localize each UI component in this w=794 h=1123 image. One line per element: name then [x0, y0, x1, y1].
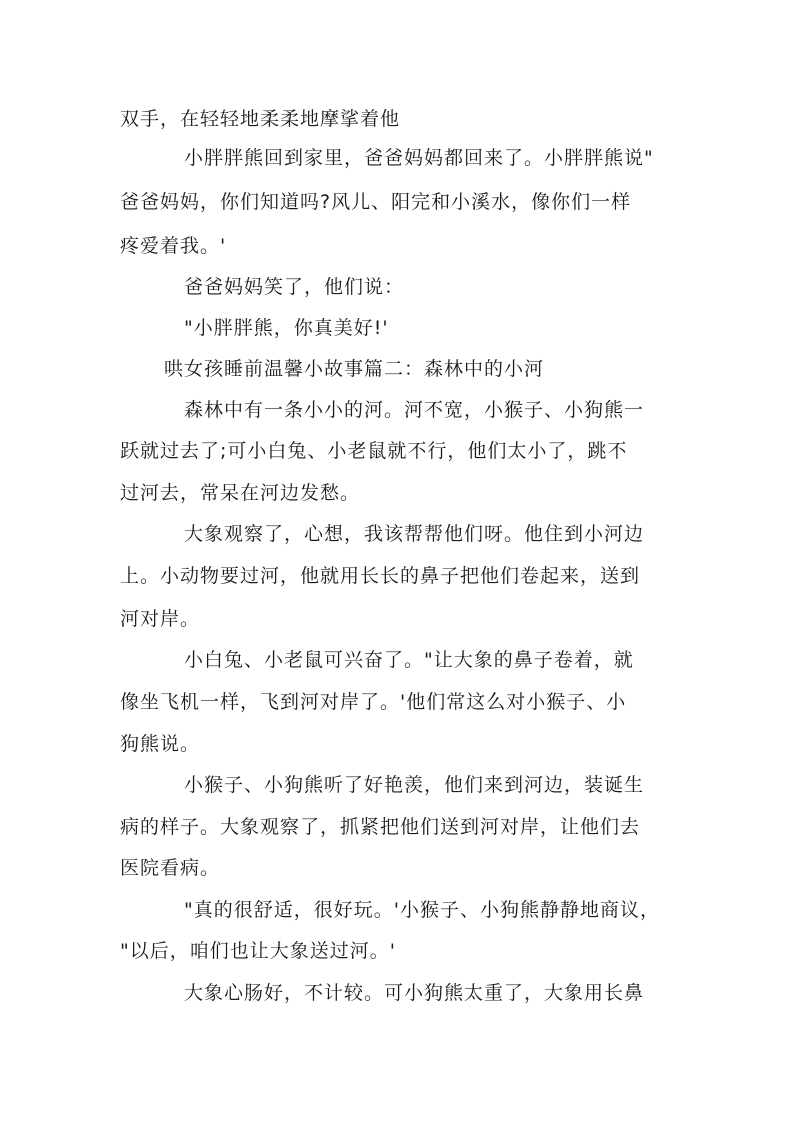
text-line: 跃就过去了;可小白兔、小老鼠就不行，他们太小了，跳不 — [120, 440, 628, 462]
text-line: 小猴子、小狗熊听了好艳羡，他们来到河边，装诞生 — [184, 774, 645, 796]
text-line: "以后，咱们也让大象送过河。' — [120, 940, 396, 962]
text-line: 大象心肠好，不计较。可小狗熊太重了，大象用长鼻 — [184, 982, 645, 1004]
text-line: 医院看病。 — [120, 857, 221, 879]
text-line: 疼爱着我。' — [120, 235, 227, 257]
text-line: 上。小动物要过河，他就用长长的鼻子把他们卷起来，送到 — [120, 565, 641, 587]
section-heading: 哄女孩睡前温馨小故事篇二：森林中的小河 — [164, 358, 545, 380]
text-line: 爸爸妈妈，你们知道吗?风儿、阳完和小溪水，像你们一样 — [120, 191, 632, 213]
text-line: 病的样子。大象观察了，抓紧把他们送到河对岸，让他们去 — [120, 816, 641, 838]
text-line: 小胖胖熊回到家里，爸爸妈妈都回来了。小胖胖熊说" — [184, 147, 654, 169]
text-line: 爸爸妈妈笑了，他们说： — [184, 276, 405, 298]
text-line: "小胖胖熊，你真美好!' — [184, 317, 389, 339]
text-line: 双手，在轻轻地柔柔地摩挲着他 — [120, 108, 401, 130]
text-line: "真的很舒适，很好玩。'小猴子、小狗熊静静地商议， — [184, 899, 660, 921]
text-line: 大象观察了，心想，我该帮帮他们呀。他住到小河边 — [184, 523, 645, 545]
text-line: 像坐飞机一样，飞到河对岸了。'他们常这么对小猴子、小 — [120, 691, 627, 713]
text-line: 小白兔、小老鼠可兴奋了。"让大象的鼻子卷着，就 — [184, 649, 634, 671]
text-line: 狗熊说。 — [120, 733, 201, 755]
text-line: 河对岸。 — [120, 608, 201, 630]
text-line: 过河去，常呆在河边发愁。 — [120, 482, 361, 504]
text-line: 森林中有一条小小的河。河不宽，小猴子、小狗熊一 — [184, 399, 645, 421]
